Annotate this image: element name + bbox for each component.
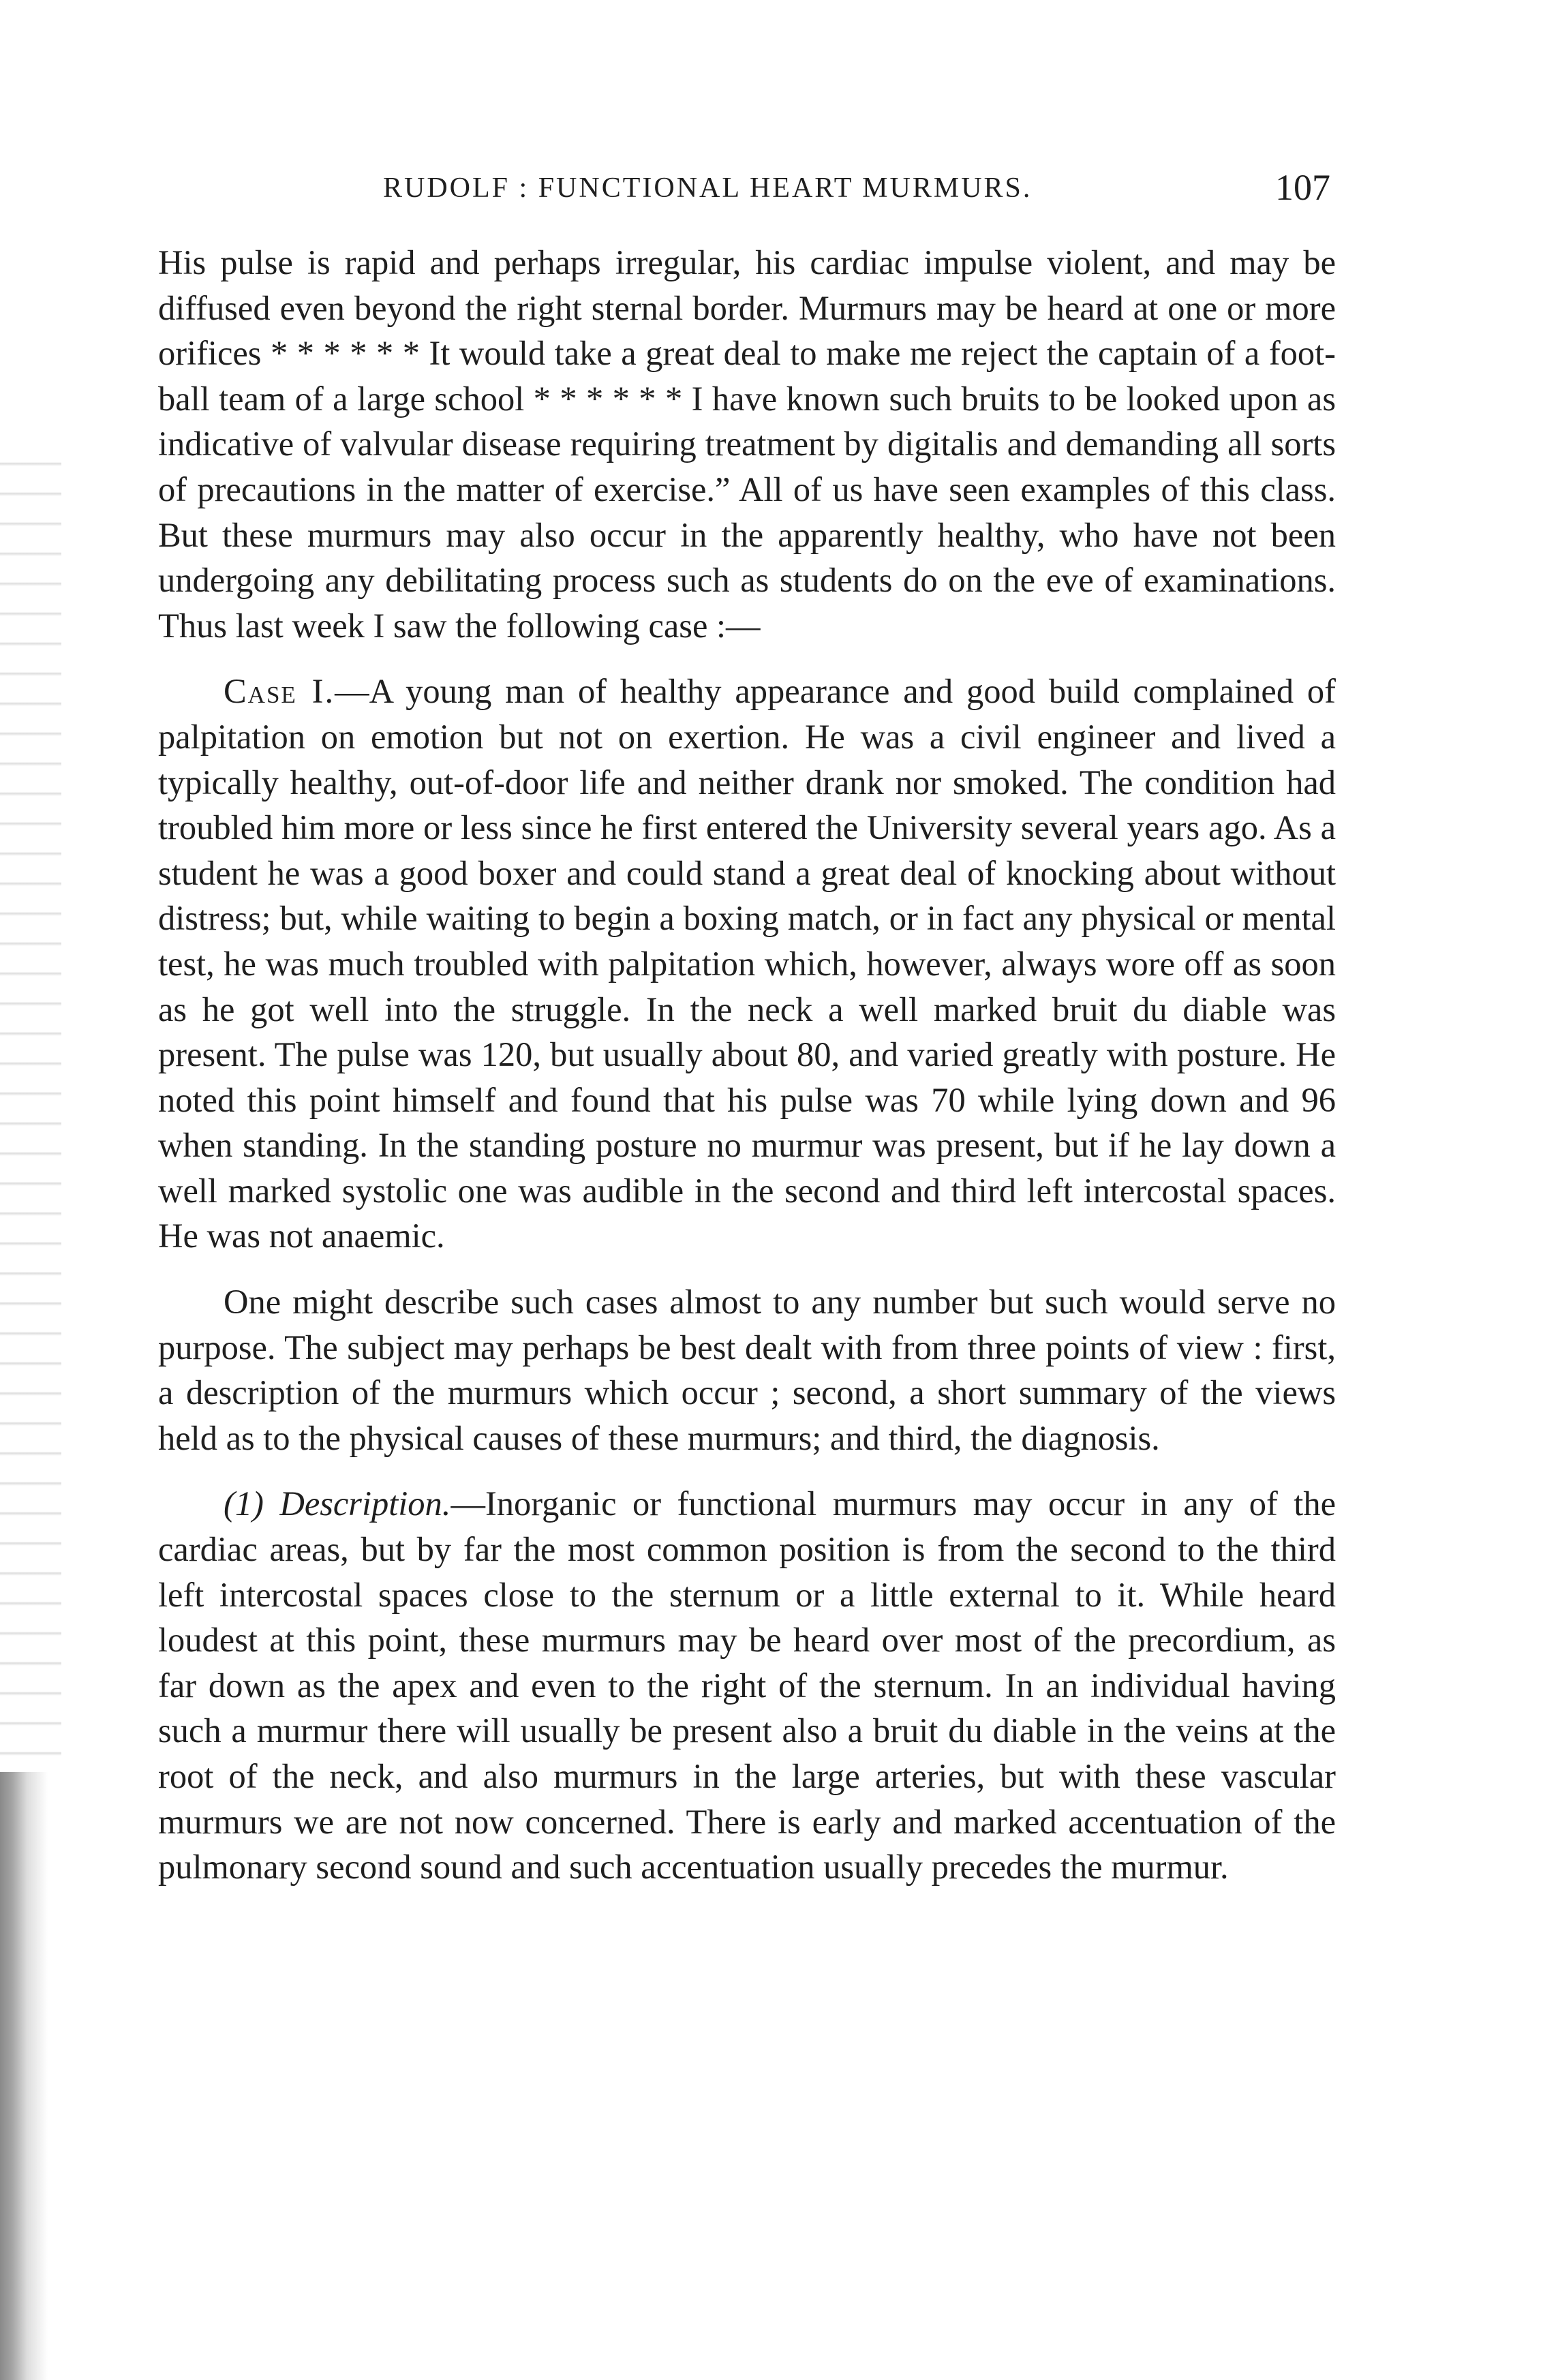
paragraph-text: One might describe such cases almost to any number but such would serve no purpose. The subject may perhaps be best dealt with from three points of view : first, a description of the murmurs which occur ; second, a short summary of the views held as to the physical causes of these murmurs; and third, the diagnosis. (158, 1283, 1336, 1457)
paragraph-text: —A young man of healthy appearance and good build complained of palpitation on emotion but not on exertion. He was a civil engineer and lived a typically healthy, out-of-door life and neither drank nor smoked. The condition had troubled him more or less since he first entered the University several years ago. As a student he was a good boxer and could stand a great deal of knocking about without distress; but, while waiting to begin a boxing match, or in fact any physical or mental test, he was much troubled with palpitation which, however, always wore off as soon as he got well into the struggle. In the neck a well marked bruit du diable was present. The pulse was 120, but usually about 80, and varied greatly with posture. He noted this point himself and found that his pulse was 70 while lying down and 96 when standing. In the standing posture no murmur was present, but if he lay down a well marked systolic one was audible in the second and third left intercostal spaces. He was not anaemic. (158, 672, 1336, 1255)
running-head: RUDOLF : FUNCTIONAL HEART MURMURS. (383, 172, 1033, 204)
page-number: 107 (1275, 167, 1330, 208)
page-header (158, 166, 1330, 214)
paragraph-description (158, 1481, 1336, 1889)
scan-edge-specks (0, 436, 61, 1772)
section-label: (1) Description. (224, 1484, 451, 1523)
paragraph-case-one (158, 669, 1336, 1259)
paragraph-text: His pulse is rapid and perhaps irregular, his cardiac impulse violent, and may be diffused even beyond the right sternal border. Murmurs may be heard at one or more orifices * * * * * * It would take a great deal to make me reject the captain of a foot-ball team of a large school * * * * * * I have known such bruits to be looked upon as indicative of valvular disease requiring treatment by digitalis and demanding all sorts of precautions in the matter of exercise.” All of us have seen examples of this class. But these murmurs may also occur in the apparently healthy, who have not been undergoing any debilitating process such as students do on the eve of examinations. Thus last week I saw the following case :— (158, 243, 1336, 645)
scan-binding-shadow (0, 1772, 48, 2380)
paragraph-text: —Inorganic or functional murmurs may occur in any of the cardiac areas, but by far the most common position is from the second to the third left intercostal spaces close to the sternum or a little external to it. While heard loudest at this point, these murmurs may be heard over most of the precordium, as far down as the apex and even to the right of the sternum. In an individual having such a murmur there will usually be present also a bruit du diable in the veins at the root of the neck, and also murmurs in the large arteries, but with these vascular murmurs we are not now concerned. There is early and marked accentuation of the pulmonary second sound and such accentuation usually precedes the murmur. (158, 1484, 1336, 1887)
paragraph-continuation (158, 240, 1336, 648)
paragraph-overview (158, 1279, 1336, 1461)
case-label: Case I. (224, 672, 335, 711)
body-text (158, 240, 1336, 1910)
